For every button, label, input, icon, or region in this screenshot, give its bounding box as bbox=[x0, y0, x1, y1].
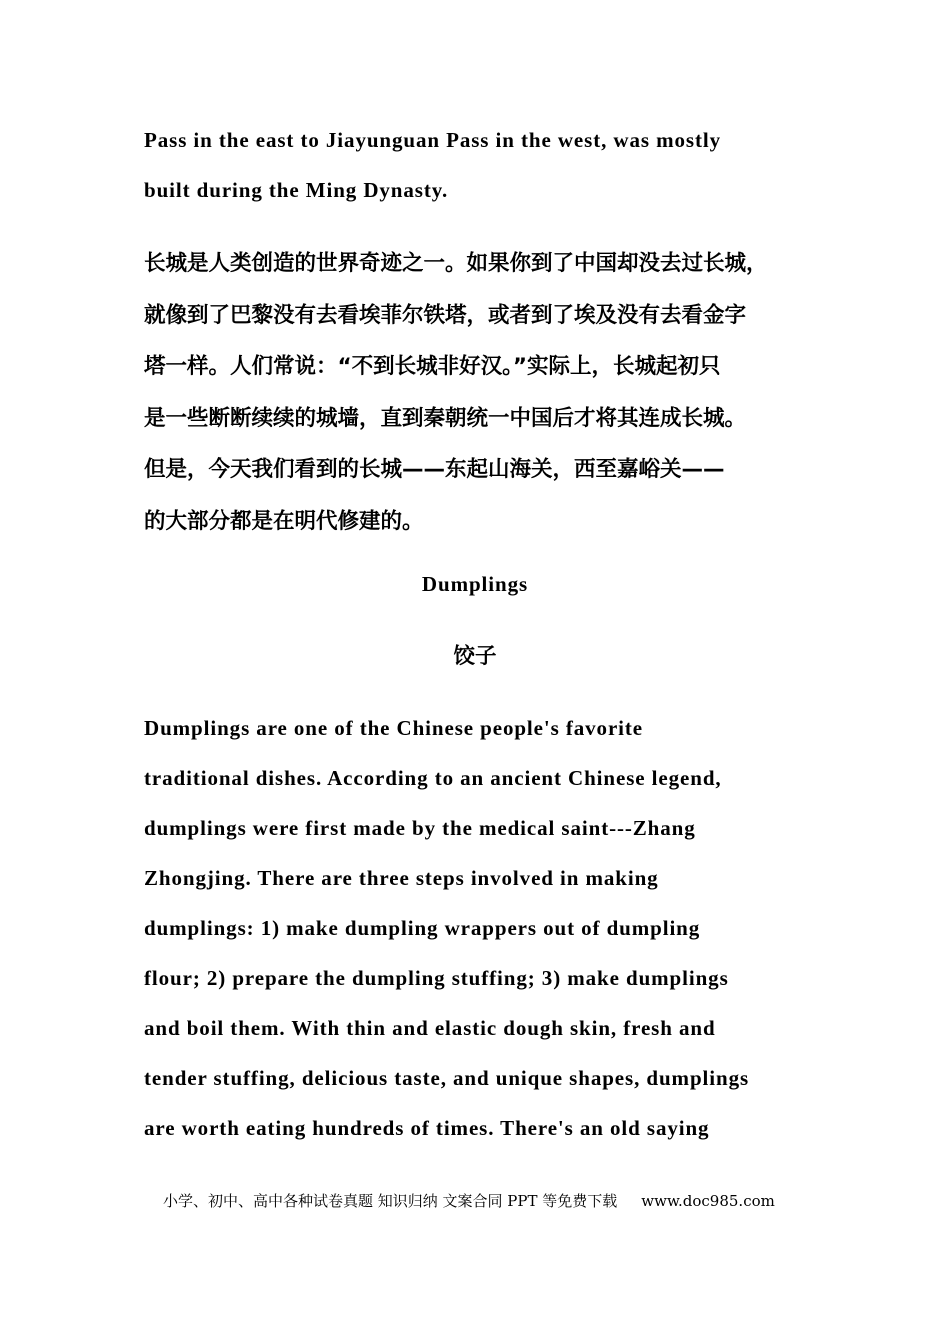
intro-english-paragraph bbox=[144, 115, 814, 215]
text-line: traditional dishes. According to an ancient Chinese legend, bbox=[144, 766, 722, 790]
text-line: built during the Ming Dynasty. bbox=[144, 178, 449, 202]
dumplings-english-paragraph bbox=[144, 703, 814, 1153]
text-line: tender stuffing, delicious taste, and unique shapes, dumplings bbox=[144, 1066, 750, 1090]
text-line: flour; 2) prepare the dumpling stuffing; 3) make dumplings bbox=[144, 966, 729, 990]
text-line: dumplings: 1) make dumpling wrappers out of dumpling bbox=[144, 916, 701, 940]
intro-chinese-paragraph bbox=[144, 238, 824, 547]
text-line: Zhongjing. There are three steps involved in making bbox=[144, 866, 659, 890]
page-footer bbox=[163, 1190, 775, 1212]
text-line: Pass in the east to Jiayunguan Pass in the west, was mostly bbox=[144, 128, 721, 152]
text-line: 就像到了巴黎没有去看埃菲尔铁塔，或者到了埃及没有去看金字 bbox=[144, 302, 747, 328]
text-line: 长城是人类创造的世界奇迹之一。如果你到了中国却没去过长城， bbox=[144, 251, 768, 276]
text-line: 但是，今天我们看到的长城——东起山海关，西至嘉峪关—— bbox=[144, 457, 725, 482]
text-line: Dumplings are one of the Chinese people's favorite bbox=[144, 716, 644, 740]
text-line: and boil them. With thin and elastic dough skin, fresh and bbox=[144, 1016, 716, 1040]
text-line: 是一些断断续续的城墙，直到秦朝统一中国后才将其连成长城。 bbox=[144, 405, 747, 431]
text-line: 的大部分都是在明代修建的。 bbox=[144, 508, 424, 534]
text-line: 塔一样。人们常说：“不到长城非好汉。”实际上，长城起初只 bbox=[144, 354, 721, 379]
section-title-chinese: 饺子 bbox=[453, 644, 497, 669]
footer-text: 小学、初中、高中各种试卷真题 知识归纳 文案合同 PPT 等免费下载 bbox=[163, 1192, 618, 1210]
footer-site-link[interactable]: www.doc985.com bbox=[641, 1192, 775, 1210]
text-line: are worth eating hundreds of times. There's an old saying bbox=[144, 1116, 710, 1140]
text-line: dumplings were first made by the medical saint---Zhang bbox=[144, 816, 696, 840]
section-title-english: Dumplings bbox=[421, 572, 529, 596]
